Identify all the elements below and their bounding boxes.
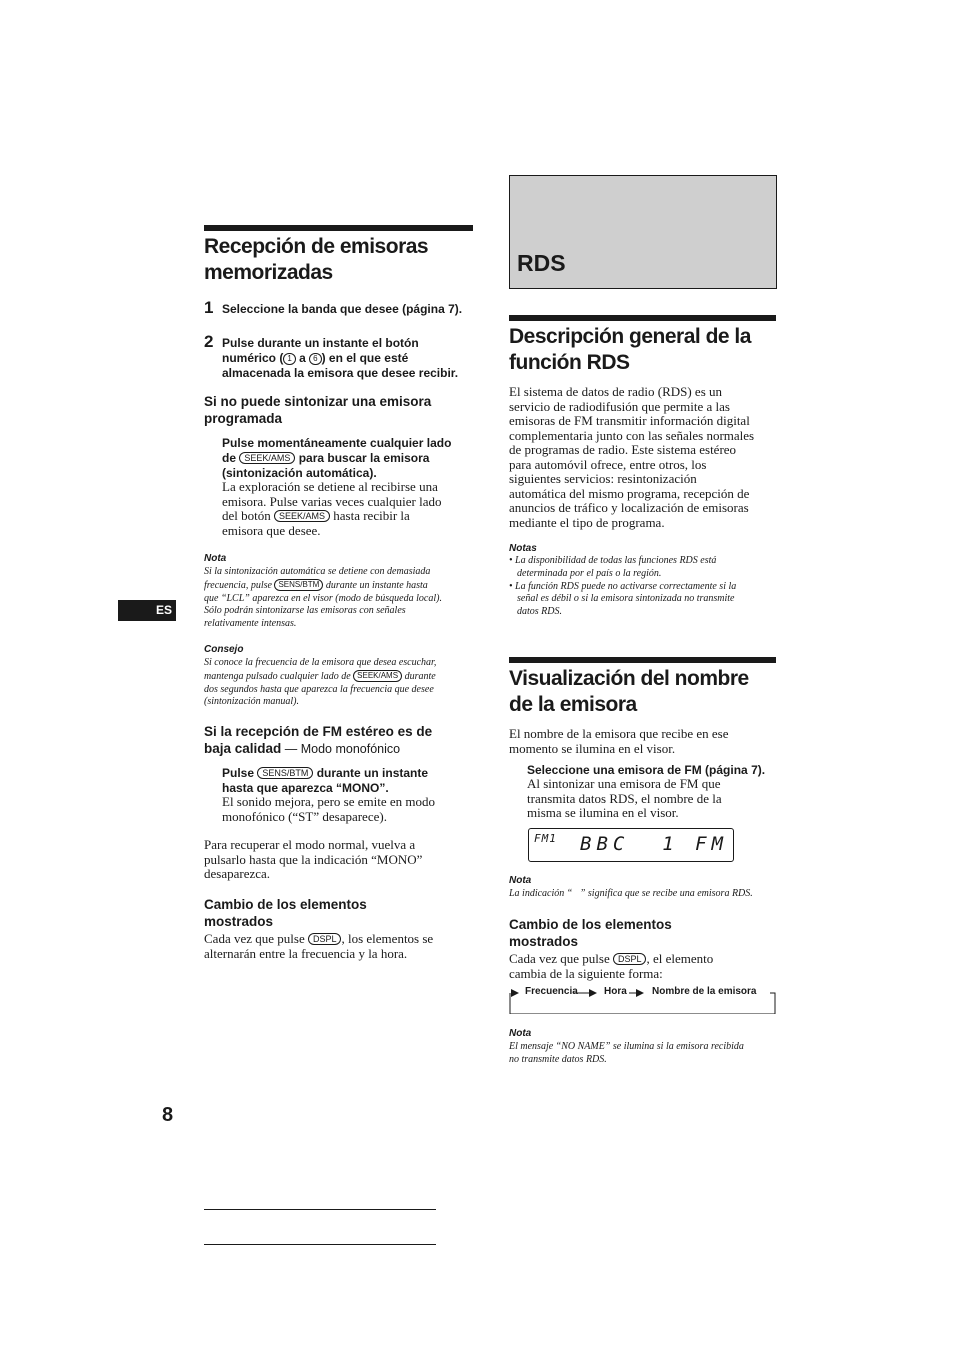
instruction-mono: Pulse SENS/BTM durante un instante hasta que aparezca “MONO”. <box>222 766 429 795</box>
lcd-band: FM1 <box>534 832 557 845</box>
lcd-display <box>528 828 734 862</box>
rds-chapter-box <box>509 175 777 289</box>
visualizacion-intro: El nombre de la emisora que recibe en ese momento se ilumina en el visor. <box>509 726 729 756</box>
flow-item-nombre: Nombre de la emisora <box>652 986 757 997</box>
seek-ams-key: SEEK/AMS <box>353 670 402 682</box>
modo-normal-text: Para recuperar el modo normal, vuelva a pulsarlo hasta que la indicación “MONO” desaparezca. <box>204 837 423 881</box>
section-rule-rds <box>509 315 776 321</box>
step-2-text: Pulse durante un instante el botón numérico ( 1 a 6 ) en el que esté almacenada la emisora que desee recibir. <box>222 336 459 380</box>
subheading-cambio-right: Cambio de los elementos mostrados <box>509 917 672 949</box>
seek-body-text: La exploración se detiene al recibirse una emisora. Pulse varias veces cualquier lado del botón SEEK/AMS hasta recibir la emisora que desee. <box>222 479 442 538</box>
cambio-right-text: Cada vez que pulse DSPL , el elemento cambia de la siguiente forma: <box>509 951 714 981</box>
display-cycle-diagram <box>509 984 776 1014</box>
footer-rule-2 <box>204 1244 436 1245</box>
consejo-text: Si conoce la frecuencia de la emisora que desea escuchar, mantenga pulsado cualquier lado de SEEK/AMS durante dos segundos hasta que aparezca la frecuencia que desee (sintonización manual). <box>204 657 437 708</box>
preset-key-6: 6 <box>309 353 321 365</box>
dspl-key: DSPL <box>308 933 342 945</box>
seek-ams-key: SEEK/AMS <box>239 452 295 464</box>
visualizacion-body: Al sintonizar una emisora de FM que transmita datos RDS, el nombre de la misma se ilumina en el visor. <box>527 776 722 820</box>
dspl-key: DSPL <box>613 953 647 965</box>
rds-intro-text: El sistema de datos de radio (RDS) es un servicio de radiodifusión que permite a las emisoras de FM transmitir información digital complementaria junto con las señales normales de programas de radio. Este sistema estéreo para automóvil ofrece, entre otros, los siguientes servicios: resintonización automática del mismo programa, recepción de anuncios de tráfico y localización de emisoras mediante el tipo de programa. <box>509 384 755 530</box>
step-1-text: Seleccione la banda que desee (página 7). <box>222 302 463 316</box>
footer-rule-1 <box>204 1209 436 1210</box>
instruction-select-fm: Seleccione una emisora de FM (página 7). <box>527 763 766 777</box>
instruction-seek: Pulse momentáneamente cualquier lado de SEEK/AMS para buscar la emisora (sintonización automática). <box>222 436 452 480</box>
lcd-station-name: BBC 1 FM <box>580 833 728 855</box>
section-title-visualizacion: Visualización del nombre de la emisora <box>509 667 749 716</box>
language-tab: ES <box>118 600 176 621</box>
nota-noname-label: Nota <box>509 1028 532 1039</box>
subheading-cambio-left: Cambio de los elementos mostrados <box>204 897 367 929</box>
nota-text: Si la sintonización automática se detiene con demasiada frecuencia, pulse SENS/BTM durante un instante hasta que “LCL” aparezca en el visor (modo de búsqueda local). Sólo podrán sintonizarse las emisoras con señales relativamente intensas. <box>204 566 442 630</box>
step-2-number: 2 <box>204 332 214 351</box>
rds-chapter-title: RDS <box>517 250 566 276</box>
consejo-label: Consejo <box>204 644 244 655</box>
notas-text: • La disponibilidad de todas las funciones RDS está determinada por el país o la región. • La función RDS puede no activarse correctamente si la señal es débil o si la emisora sintonizada no transmite datos RDS. <box>509 555 737 618</box>
subheading-fm-estereo: Si la recepción de FM estéreo es de baja calidad — Modo monofónico <box>204 724 433 756</box>
nota-display-label: Nota <box>509 875 532 886</box>
notas-label: Notas <box>509 543 537 554</box>
seek-ams-key: SEEK/AMS <box>274 510 330 522</box>
nota-label: Nota <box>204 553 227 564</box>
sens-btm-key: SENS/BTM <box>274 579 323 591</box>
sens-btm-key: SENS/BTM <box>257 767 313 779</box>
flow-item-frecuencia: Frecuencia <box>525 986 578 997</box>
section-rule-left <box>204 225 473 231</box>
cambio-left-text: Cada vez que pulse DSPL , los elementos se alternarán entre la frecuencia y la hora. <box>204 931 434 961</box>
subheading-no-sintoniza: Si no puede sintonizar una emisora programada <box>204 394 432 426</box>
nota-noname-text: El mensaje “NO NAME” se ilumina si la emisora recibida no transmite datos RDS. <box>509 1041 744 1065</box>
page-number: 8 <box>162 1104 174 1126</box>
nota-display-text: La indicación “ ” significa que se recibe una emisora RDS. <box>509 888 753 899</box>
preset-key-1: 1 <box>283 353 295 365</box>
mono-body-text: El sonido mejora, pero se emite en modo monofónico (“ST” desaparece). <box>222 794 436 824</box>
step-1-number: 1 <box>204 298 214 317</box>
flow-item-hora: Hora <box>604 986 627 997</box>
section-rule-visualizacion <box>509 657 776 663</box>
section-title-recepcion: Recepción de emisoras memorizadas <box>204 235 429 284</box>
section-title-descripcion: Descripción general de la función RDS <box>509 325 751 374</box>
